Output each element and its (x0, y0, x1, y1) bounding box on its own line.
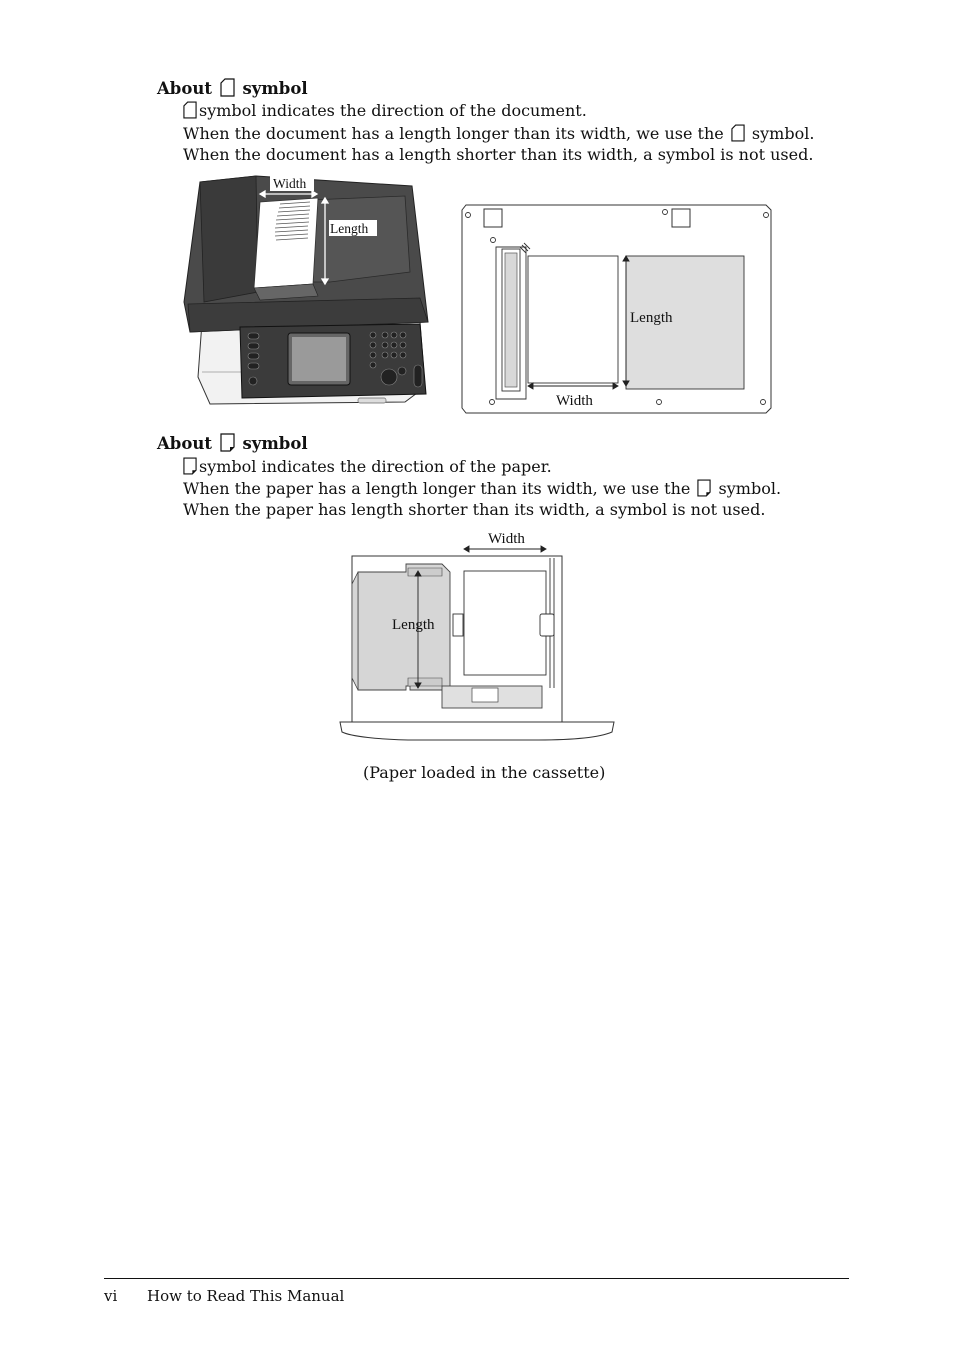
paper-line-1: symbol indicates the direction of the paper. (183, 457, 552, 476)
document-symbol-icon (731, 124, 745, 142)
doc-line-2: When the document has a length longer than its width, we use the symbol. (183, 124, 815, 143)
figure-caption: (Paper loaded in the cassette) (363, 763, 606, 782)
cassette-illustration (338, 528, 618, 746)
doc-line-3: When the document has a length shorter than its width, a symbol is not used. (183, 145, 814, 164)
doc-line-1: symbol indicates the direction of the document. (183, 101, 587, 120)
left-width-label: Width (273, 176, 307, 191)
heading-about: About (157, 79, 212, 98)
footer-rule (104, 1278, 849, 1279)
cassette-length-label: Length (392, 617, 435, 633)
cassette-width-label: Width (488, 531, 525, 547)
paper-symbol-icon (183, 457, 197, 475)
left-length-label: Length (330, 221, 369, 236)
document-symbol-icon (183, 101, 197, 119)
footer-title: How to Read This Manual (147, 1287, 345, 1305)
heading-about: About (157, 434, 212, 453)
paper-line-3: When the paper has length shorter than its width, a symbol is not used. (183, 500, 766, 519)
heading-symbol: symbol (242, 79, 308, 98)
heading-symbol: symbol (242, 434, 308, 453)
paper-line-2: When the paper has a length longer than its width, we use the symbol. (183, 479, 782, 498)
right-width-label: Width (556, 393, 593, 409)
document-symbol-icon (220, 78, 235, 97)
paper-section-heading (157, 433, 308, 453)
footer-page-number: vi (104, 1287, 118, 1305)
paper-symbol-icon (697, 479, 711, 497)
platen-illustration (460, 203, 774, 416)
copier-illustration (180, 172, 432, 412)
paper-symbol-icon (220, 433, 235, 452)
doc-section-heading (157, 78, 308, 98)
right-length-label: Length (630, 310, 673, 326)
